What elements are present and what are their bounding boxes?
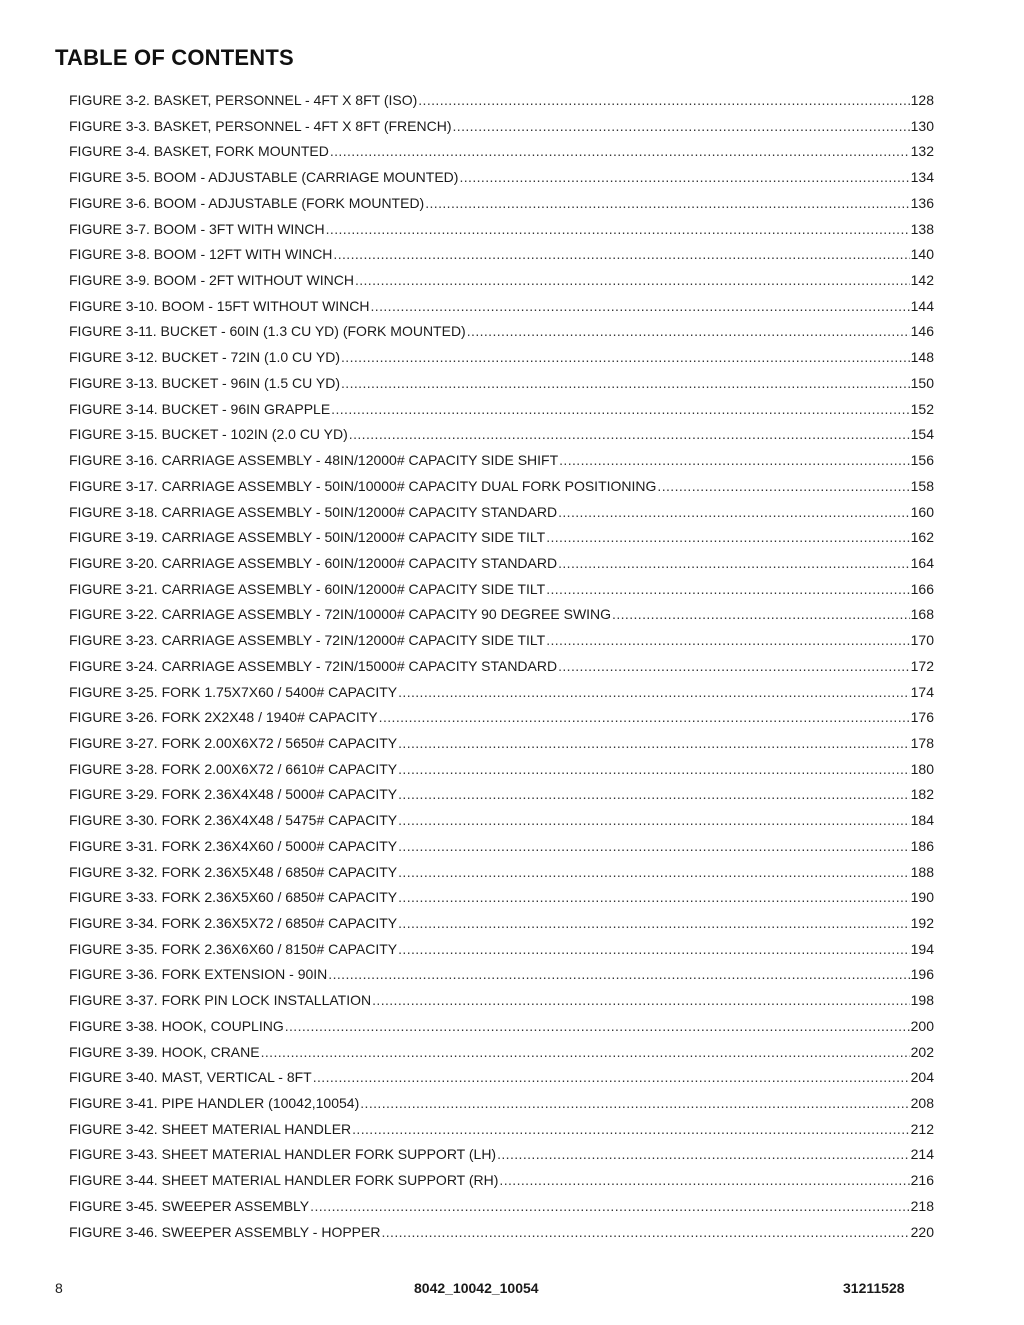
toc-entry[interactable] [69,962,934,988]
toc-entry-page: 170 [910,632,934,649]
toc-entry[interactable] [69,114,934,140]
toc-entry-title: FIGURE 3-4. BASKET, FORK MOUNTED [69,143,329,160]
toc-entry-title: FIGURE 3-34. FORK 2.36X5X72 / 6850# CAPACITY [69,915,398,931]
toc-entry[interactable] [69,242,934,268]
page-footer [0,1276,1024,1300]
toc-entry[interactable] [69,191,934,217]
toc-entry-title: FIGURE 3-24. CARRIAGE ASSEMBLY - 72IN/15000# CAPACITY STANDARD [69,657,558,674]
toc-entry-page: 172 [910,657,934,674]
toc-entry[interactable] [69,319,934,345]
dot-leader [355,268,910,294]
toc-entry-title: FIGURE 3-28. FORK 2.00X6X72 / 6610# CAPACITY [69,760,398,777]
toc-entry-page: 162 [910,529,934,546]
toc-entry-page: 180 [910,760,934,777]
toc-entry[interactable] [69,139,934,165]
dot-leader [341,345,910,371]
toc-entry-page: 158 [910,477,934,494]
toc-entry-page: 128 [910,92,934,108]
toc-entry-title: FIGURE 3-42. SHEET MATERIAL HANDLER [69,1120,352,1137]
toc-entry-title: FIGURE 3-19. CARRIAGE ASSEMBLY - 50IN/12000# CAPACITY SIDE TILT [69,529,546,546]
toc-entry[interactable] [69,808,934,834]
toc-entry-page: 144 [910,297,934,314]
toc-entry[interactable] [69,1142,934,1168]
dot-leader [261,1040,910,1066]
toc-entry-page: 178 [910,734,934,751]
toc-entry[interactable] [69,268,934,294]
toc-entry[interactable] [69,1091,934,1117]
toc-entry[interactable] [69,628,934,654]
dot-leader [285,1014,910,1040]
toc-entry-title: FIGURE 3-8. BOOM - 12FT WITH WINCH [69,246,333,263]
toc-entry-title: FIGURE 3-40. MAST, VERTICAL - 8FT [69,1069,312,1086]
toc-entry-title: FIGURE 3-25. FORK 1.75X7X60 / 5400# CAPACITY [69,683,398,700]
toc-entry[interactable] [69,602,934,628]
dot-leader [657,474,909,500]
toc-entry-title: FIGURE 3-44. SHEET MATERIAL HANDLER FORK SUPPORT (RH) [69,1172,499,1189]
dot-leader [452,114,909,140]
toc-entry-title: FIGURE 3-35. FORK 2.36X6X60 / 8150# CAPACITY [69,940,398,957]
dot-leader [398,911,910,937]
toc-entry[interactable] [69,988,934,1014]
toc-entry-title: FIGURE 3-43. SHEET MATERIAL HANDLER FORK SUPPORT (LH) [69,1146,497,1163]
toc-entry-page: 132 [910,143,934,160]
toc-entry-page: 164 [910,554,934,571]
dot-leader [341,371,910,397]
toc-entry-page: 190 [910,889,934,906]
toc-entry-title: FIGURE 3-37. FORK PIN LOCK INSTALLATION [69,992,372,1009]
dot-leader [379,705,910,731]
toc-entry-page: 154 [910,426,934,443]
footer-part-number: 31211528 [843,1280,905,1296]
toc-entry[interactable] [69,294,934,320]
toc-entry-title: FIGURE 3-5. BOOM - ADJUSTABLE (CARRIAGE MOUNTED) [69,169,459,186]
toc-entry-page: 202 [910,1043,934,1060]
toc-entry-title: FIGURE 3-26. FORK 2X2X48 / 1940# CAPACITY [69,709,378,726]
dot-leader [459,165,909,191]
toc-entry[interactable] [69,705,934,731]
toc-entry[interactable] [69,1194,934,1220]
toc-entry-title: FIGURE 3-10. BOOM - 15FT WITHOUT WINCH [69,297,370,314]
toc-entry[interactable] [69,834,934,860]
toc-entry-page: 138 [910,220,934,237]
toc-entry-page: 140 [910,246,934,263]
dot-leader [612,602,910,628]
dot-leader [497,1142,910,1168]
toc-entry-page: 174 [910,683,934,700]
toc-entry-title: FIGURE 3-3. BASKET, PERSONNEL - 4FT X 8FT (FRENCH) [69,117,452,134]
toc-entry-page: 208 [910,1095,934,1112]
toc-entry-page: 142 [910,272,934,289]
toc-entry-page: 136 [910,194,934,211]
toc-entry[interactable] [69,577,934,603]
toc-entry[interactable] [69,782,934,808]
toc-entry-page: 166 [910,580,934,597]
toc-entry[interactable] [69,500,934,526]
toc-entry-page: 204 [910,1069,934,1086]
dot-leader [558,654,910,680]
dot-leader [398,808,910,834]
toc-entry-title: FIGURE 3-41. PIPE HANDLER (10042,10054) [69,1095,360,1112]
toc-entry-title: FIGURE 3-6. BOOM - ADJUSTABLE (FORK MOUNTED) [69,194,425,211]
dot-leader [558,551,910,577]
toc-entry-title: FIGURE 3-14. BUCKET - 96IN GRAPPLE [69,400,331,417]
dot-leader [331,397,909,423]
dot-leader [398,731,910,757]
dot-leader [398,834,910,860]
dot-leader [371,294,910,320]
toc-entry-title: FIGURE 3-2. BASKET, PERSONNEL - 4FT X 8FT (ISO) [69,92,418,108]
toc-entry-title: FIGURE 3-20. CARRIAGE ASSEMBLY - 60IN/12000# CAPACITY STANDARD [69,554,558,571]
toc-entry-page: 148 [910,349,934,366]
toc-entry[interactable] [69,1065,934,1091]
dot-leader [360,1091,909,1117]
dot-leader [398,757,910,783]
dot-leader [425,191,909,217]
toc-entry-title: FIGURE 3-31. FORK 2.36X4X60 / 5000# CAPACITY [69,837,398,854]
toc-entry[interactable] [69,937,934,963]
toc-entry[interactable] [69,911,934,937]
toc-entry-title: FIGURE 3-39. HOOK, CRANE [69,1043,260,1060]
toc-entry[interactable] [69,860,934,886]
dot-leader [398,860,910,886]
toc-entry[interactable] [69,397,934,423]
dot-leader [546,577,909,603]
toc-entry-page: 184 [910,812,934,829]
toc-entry-title: FIGURE 3-45. SWEEPER ASSEMBLY [69,1197,310,1214]
toc-entry-page: 212 [910,1120,934,1137]
toc-entry-title: FIGURE 3-38. HOOK, COUPLING [69,1017,284,1034]
toc-entry-page: 176 [910,709,934,726]
dot-leader [328,962,909,988]
toc-entry-title: FIGURE 3-36. FORK EXTENSION - 90IN [69,966,328,983]
toc-entry[interactable] [69,474,934,500]
toc-entry-page: 188 [910,863,934,880]
toc-entry-page: 146 [910,323,934,340]
toc-entry-page: 218 [910,1197,934,1214]
toc-entry[interactable] [69,448,934,474]
toc-entry-title: FIGURE 3-23. CARRIAGE ASSEMBLY - 72IN/12000# CAPACITY SIDE TILT [69,632,546,649]
dot-leader [349,422,910,448]
dot-leader [372,988,910,1014]
dot-leader [398,937,910,963]
dot-leader [546,525,909,551]
dot-leader [559,448,910,474]
toc-entry-title: FIGURE 3-12. BUCKET - 72IN (1.0 CU YD) [69,349,340,366]
toc-entry[interactable] [69,422,934,448]
toc-entry-page: 160 [910,503,934,520]
dot-leader [313,1065,910,1091]
dot-leader [558,500,910,526]
toc-entry[interactable] [69,345,934,371]
dot-leader [333,242,909,268]
dot-leader [381,1220,909,1246]
toc-entry[interactable] [69,731,934,757]
toc-entry-title: FIGURE 3-9. BOOM - 2FT WITHOUT WINCH [69,272,354,289]
dot-leader [546,628,909,654]
toc-entry[interactable] [69,217,934,243]
toc-entry-page: 194 [910,940,934,957]
dot-leader [467,319,910,345]
toc-entry-page: 182 [910,786,934,803]
toc-entry-page: 214 [910,1146,934,1163]
toc-entry-title: FIGURE 3-33. FORK 2.36X5X60 / 6850# CAPACITY [69,889,398,906]
toc-entry[interactable] [69,1040,934,1066]
toc-entry-title: FIGURE 3-46. SWEEPER ASSEMBLY - HOPPER [69,1223,381,1240]
toc-entry-page: 196 [910,966,934,983]
toc-entry[interactable] [69,88,934,114]
toc-entry[interactable] [69,1220,934,1246]
toc-entry-page: 156 [910,452,934,469]
toc-entry[interactable] [69,757,934,783]
toc-entry[interactable] [69,654,934,680]
toc-entry-page: 134 [910,169,934,186]
toc-entry-title: FIGURE 3-16. CARRIAGE ASSEMBLY - 48IN/12000# CAPACITY SIDE SHIFT [69,452,559,469]
toc-entry-page: 200 [910,1017,934,1034]
toc-entry-title: FIGURE 3-15. BUCKET - 102IN (2.0 CU YD) [69,426,348,443]
toc-entry[interactable] [69,525,934,551]
toc-entry-title: FIGURE 3-17. CARRIAGE ASSEMBLY - 50IN/10000# CAPACITY DUAL FORK POSITIONING [69,477,657,494]
toc-entry-page: 168 [910,606,934,623]
toc-entry[interactable] [69,371,934,397]
dot-leader [330,139,910,165]
dot-leader [310,1194,909,1220]
dot-leader [418,88,909,114]
toc-entry[interactable] [69,165,934,191]
toc-entry-title: FIGURE 3-18. CARRIAGE ASSEMBLY - 50IN/12000# CAPACITY STANDARD [69,503,558,520]
dot-leader [499,1168,909,1194]
toc-entry-title: FIGURE 3-29. FORK 2.36X4X48 / 5000# CAPACITY [69,786,398,803]
toc-entry[interactable] [69,1014,934,1040]
toc-entry-title: FIGURE 3-11. BUCKET - 60IN (1.3 CU YD) (FORK MOUNTED) [69,323,466,340]
toc-entry-title: FIGURE 3-7. BOOM - 3FT WITH WINCH [69,220,325,237]
toc-entry[interactable] [69,1168,934,1194]
footer-page-number: 8 [55,1280,63,1296]
toc-entry-title: FIGURE 3-13. BUCKET - 96IN (1.5 CU YD) [69,374,340,391]
toc-entry[interactable] [69,1117,934,1143]
toc-entry-page: 130 [910,117,934,134]
toc-entry-page: 186 [910,837,934,854]
toc-entry-title: FIGURE 3-22. CARRIAGE ASSEMBLY - 72IN/10000# CAPACITY 90 DEGREE SWING [69,606,612,623]
toc-list [69,88,934,1245]
toc-entry-title: FIGURE 3-27. FORK 2.00X6X72 / 5650# CAPACITY [69,734,398,751]
toc-entry-title: FIGURE 3-30. FORK 2.36X4X48 / 5475# CAPACITY [69,812,398,829]
toc-entry-page: 216 [910,1172,934,1189]
toc-entry-page: 198 [910,992,934,1009]
dot-leader [398,680,910,706]
page-title: TABLE OF CONTENTS [55,45,294,70]
toc-entry-page: 152 [910,400,934,417]
dot-leader [398,782,910,808]
footer-model-number: 8042_10042_10054 [414,1280,539,1296]
toc-entry-page: 220 [910,1223,934,1240]
toc-entry[interactable] [69,551,934,577]
toc-entry-page: 150 [910,374,934,391]
toc-entry[interactable] [69,680,934,706]
dot-leader [398,885,910,911]
toc-entry-title: FIGURE 3-21. CARRIAGE ASSEMBLY - 60IN/12000# CAPACITY SIDE TILT [69,580,546,597]
dot-leader [326,217,910,243]
toc-entry-title: FIGURE 3-32. FORK 2.36X5X48 / 6850# CAPACITY [69,863,398,880]
dot-leader [352,1117,910,1143]
toc-entry[interactable] [69,885,934,911]
toc-entry-page: 192 [910,915,934,931]
